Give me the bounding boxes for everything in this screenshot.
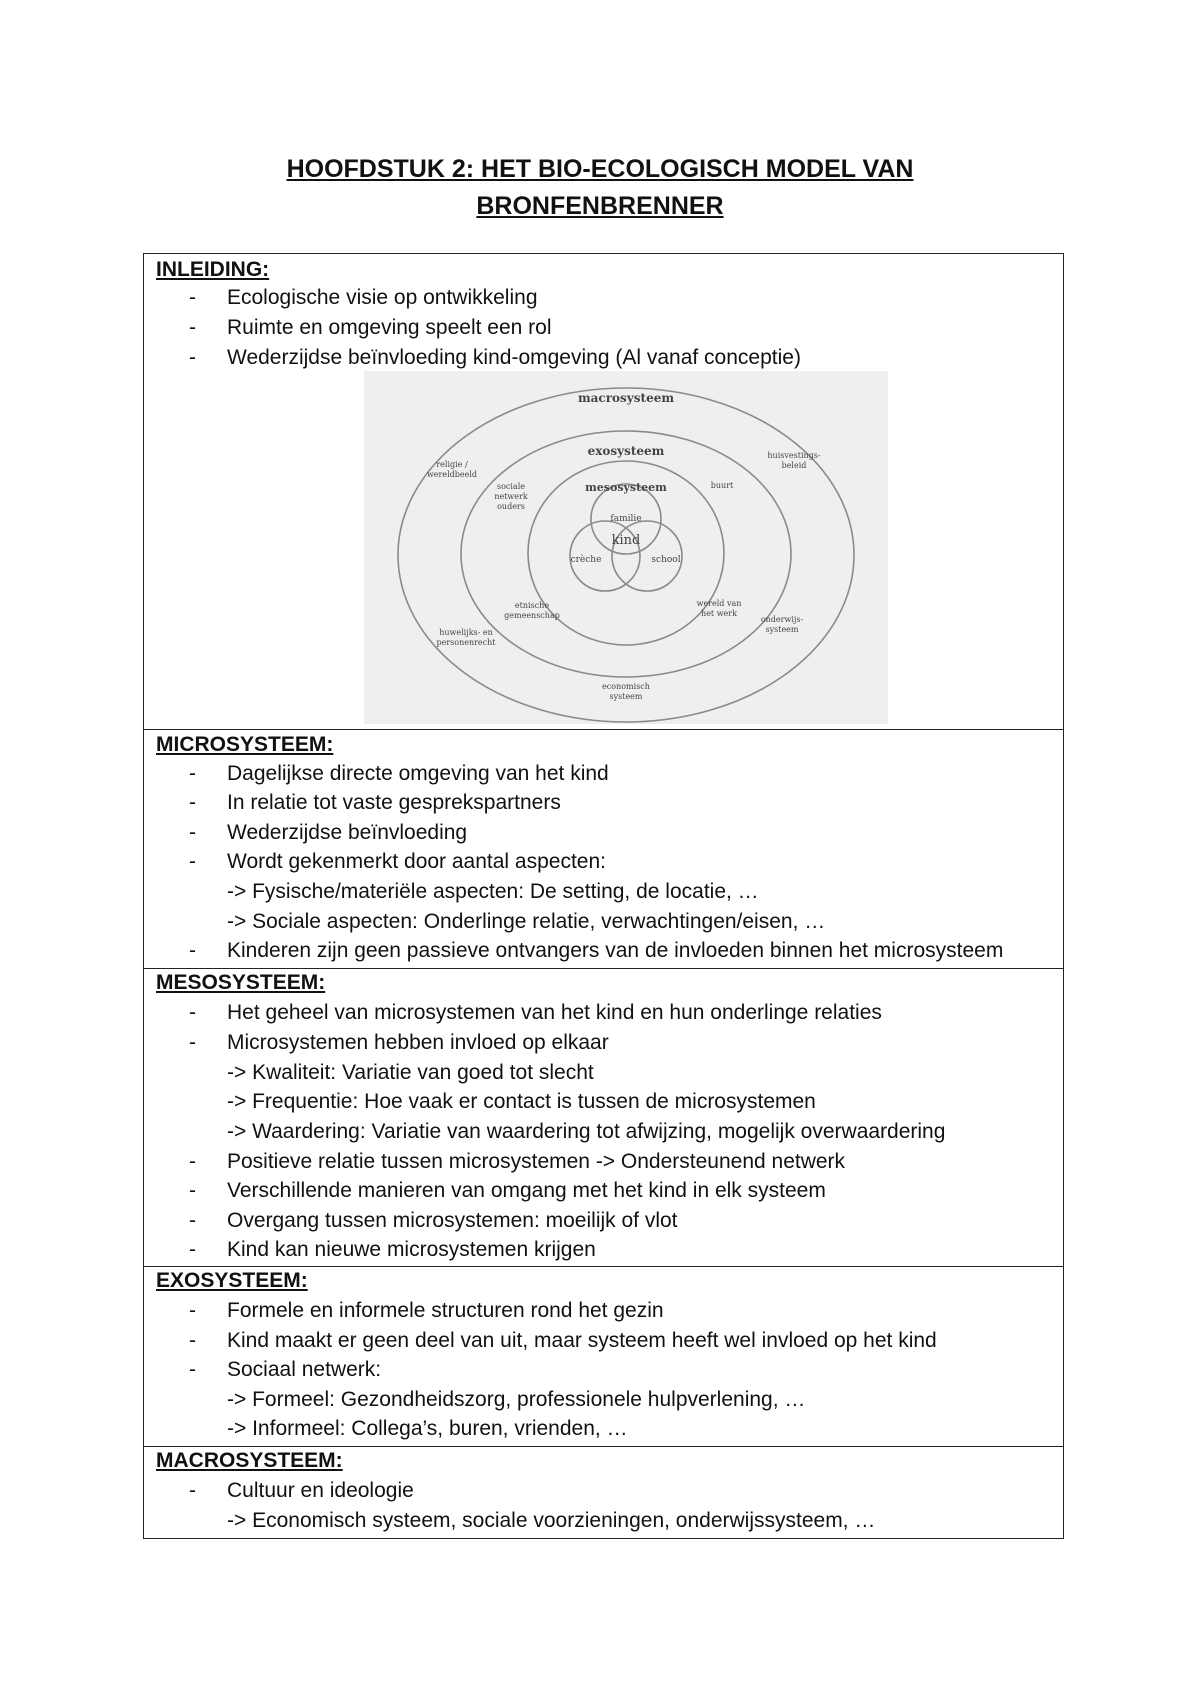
section-macrosysteem: [144, 1446, 1063, 1538]
list-item: - Ecologische visie op ontwikkeling: [189, 286, 538, 309]
sociale-label-1: sociale: [496, 482, 526, 491]
list-item: - Wordt gekenmerkt door aantal aspecten:: [189, 850, 606, 873]
list-item: - Kind maakt er geen deel van uit, maar systeem heeft wel invloed op het kind: [189, 1329, 937, 1352]
section-exosysteem: [144, 1266, 1063, 1446]
list-item: - Formele en informele structuren rond het gezin: [189, 1299, 664, 1322]
section-inleiding: [144, 254, 1063, 729]
list-item: - Verschillende manieren van omgang met het kind in elk systeem: [189, 1179, 826, 1202]
buurt-label: buurt: [710, 481, 734, 490]
sociale-label-3: ouders: [497, 502, 525, 511]
list-item: - Wederzijdse beïnvloeding: [189, 821, 468, 844]
sub-item: -> Formeel: Gezondheidszorg, professionele hulpverlening, …: [227, 1388, 806, 1411]
macro-label: macrosysteem: [577, 391, 675, 405]
onderwijs-label-1: onderwijs-: [760, 615, 804, 624]
meso-label: mesosysteem: [585, 481, 667, 494]
sub-item: -> Informeel: Collega’s, buren, vrienden, …: [227, 1417, 628, 1440]
content-table: [143, 253, 1064, 1539]
sub-item: -> Waardering: Variatie van waardering tot afwijzing, mogelijk overwaardering: [227, 1120, 946, 1143]
list-item: - Kind kan nieuwe microsystemen krijgen: [189, 1238, 596, 1261]
exo-label: exosysteem: [587, 444, 665, 458]
list-item: - Sociaal netwerk:: [189, 1358, 382, 1381]
section-heading: EXOSYSTEEM:: [156, 1269, 308, 1292]
huisvesting-label-1: huisvestings-: [767, 451, 821, 460]
sub-item: -> Economisch systeem, sociale voorzieningen, onderwijssysteem, …: [227, 1509, 876, 1532]
sub-item: -> Fysische/materiële aspecten: De setting, de locatie, …: [227, 880, 759, 903]
bronfenbrenner-diagram: [364, 371, 888, 724]
sociale-label-2: netwerk: [494, 492, 528, 501]
creche-label: crèche: [570, 555, 602, 565]
etnische-label-1: etnische: [514, 601, 550, 610]
religie-label-1: religie /: [436, 460, 468, 469]
kind-label: kind: [611, 533, 641, 548]
school-label: school: [651, 555, 681, 565]
werk-label-1: wereld van: [696, 599, 742, 608]
list-item: - In relatie tot vaste gesprekspartners: [189, 791, 561, 814]
sub-item: -> Sociale aspecten: Onderlinge relatie, verwachtingen/eisen, …: [227, 910, 826, 933]
list-item: - Ruimte en omgeving speelt een rol: [189, 316, 552, 339]
section-heading: MACROSYSTEEM:: [156, 1449, 343, 1472]
huisvesting-label-2: beleid: [781, 461, 807, 470]
macro-ring: [398, 388, 854, 722]
list-item: - Kinderen zijn geen passieve ontvangers van de invloeden binnen het microsysteem: [189, 939, 1004, 962]
list-item: - Positieve relatie tussen microsystemen -> Ondersteunend netwerk: [189, 1150, 846, 1173]
section-heading: MESOSYSTEEM:: [156, 971, 326, 994]
section-heading: INLEIDING:: [156, 258, 270, 281]
huwelijk-label-1: huwelijks- en: [439, 628, 493, 637]
onderwijs-label-2: systeem: [765, 625, 799, 634]
religie-label-2: wereldbeeld: [426, 470, 478, 479]
huwelijk-label-2: personenrecht: [436, 638, 496, 647]
sub-item: -> Kwaliteit: Variatie van goed tot slecht: [227, 1061, 594, 1084]
section-microsysteem: [144, 729, 1063, 968]
list-item: - Overgang tussen microsystemen: moeilijk of vlot: [189, 1209, 678, 1232]
familie-label: familie: [610, 514, 642, 524]
werk-label-2: het werk: [701, 609, 737, 618]
section-heading: MICROSYSTEEM:: [156, 733, 334, 756]
section-mesosysteem: [144, 968, 1063, 1266]
sub-item: -> Frequentie: Hoe vaak er contact is tussen de microsystemen: [227, 1090, 816, 1113]
list-item: - Cultuur en ideologie: [189, 1479, 414, 1502]
list-item: - Het geheel van microsystemen van het kind en hun onderlinge relaties: [189, 1001, 882, 1024]
list-item: - Microsystemen hebben invloed op elkaar: [189, 1031, 609, 1054]
etnische-label-2: gemeenschap: [504, 611, 560, 620]
list-item: - Wederzijdse beïnvloeding kind-omgeving (Al vanaf conceptie): [189, 346, 801, 369]
page-title-line-1: HOOFDSTUK 2: HET BIO-ECOLOGISCH MODEL VAN: [286, 155, 914, 183]
page-title-line-2: BRONFENBRENNER: [476, 192, 724, 220]
econ-label-1: economisch: [602, 682, 650, 691]
econ-label-2: systeem: [609, 692, 643, 701]
list-item: - Dagelijkse directe omgeving van het kind: [189, 762, 609, 785]
